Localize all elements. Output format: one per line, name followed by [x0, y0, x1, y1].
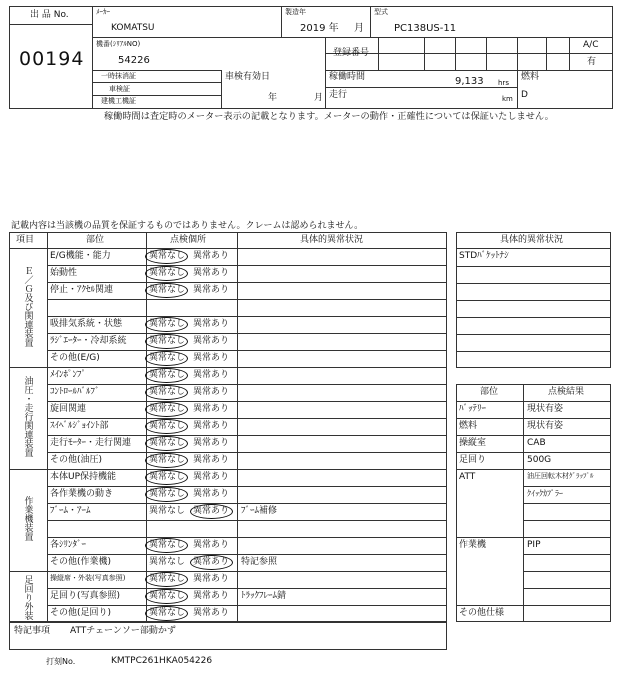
divider — [47, 588, 447, 589]
divider — [47, 554, 447, 555]
row-detail: ﾌﾞｰﾑ補修 — [241, 506, 278, 516]
hrs-unit: hrs — [498, 79, 509, 87]
circle-mark-ok — [145, 589, 188, 604]
check-ok: 異常なし — [149, 472, 186, 482]
check-ng: 異常あり — [193, 506, 230, 516]
right-bottom-part: 作業機 — [459, 540, 487, 550]
divider — [456, 334, 611, 335]
circle-mark-ng — [190, 504, 233, 519]
inspect-year-unit: 年 — [268, 93, 278, 103]
right-bottom-col-part: 部位 — [480, 387, 499, 397]
divider — [523, 418, 611, 419]
divider — [456, 418, 523, 419]
divider — [47, 435, 447, 436]
check-ok: 異常なし — [149, 251, 186, 261]
divider — [486, 37, 487, 70]
ac-value: 有 — [587, 57, 597, 67]
divider — [47, 520, 447, 521]
month-unit: 月 — [354, 23, 364, 34]
run-label: 走行 — [329, 90, 348, 100]
divider — [92, 37, 613, 38]
year-value: 2019 年 — [300, 23, 339, 34]
row-part: ﾌﾞｰﾑ・ｱｰﾑ — [50, 506, 91, 516]
divider — [424, 37, 425, 70]
divider — [47, 401, 447, 402]
divider — [456, 283, 611, 284]
right-bottom-part: ﾊﾞｯﾃﾘｰ — [459, 404, 487, 414]
right-bottom-part: ATT — [459, 472, 476, 482]
divider — [569, 53, 613, 54]
check-ok: 異常なし — [149, 506, 186, 516]
row-part: ｽｲﾍﾞﾙｼﾞｮｲﾝﾄ部 — [50, 421, 109, 431]
circle-mark-ok — [145, 351, 188, 366]
check-ok: 異常なし — [149, 404, 186, 414]
check-ok: 異常なし — [149, 370, 186, 380]
divider — [523, 469, 611, 470]
divider — [92, 95, 221, 96]
check-ng: 異常あり — [193, 336, 230, 346]
divider — [47, 282, 447, 283]
col-header-check: 点検個所 — [170, 235, 207, 245]
row-part: 吸排気系統・状態 — [50, 319, 123, 329]
check-ng: 異常あり — [193, 574, 230, 584]
circle-mark-ok — [145, 317, 188, 332]
divider — [455, 37, 456, 70]
divider — [523, 520, 611, 521]
divider — [47, 367, 447, 368]
ac-label: A/C — [583, 40, 599, 50]
check-ng: 異常あり — [193, 421, 230, 431]
fuel-label: 燃料 — [521, 72, 540, 82]
check-ok: 異常なし — [149, 540, 186, 550]
circle-mark-ok — [145, 419, 188, 434]
divider — [237, 232, 238, 622]
divider — [9, 248, 447, 249]
right-top-title: 具体的異常状況 — [500, 235, 564, 245]
serial-label: 機番(ｼﾘｱﾙNO) — [96, 40, 141, 48]
divider — [523, 486, 611, 487]
right-bottom-result: 500G — [527, 455, 552, 465]
divider — [456, 537, 523, 538]
row-part: E/G機能・能力 — [50, 251, 111, 261]
check-ng: 異常あり — [193, 608, 230, 618]
group-label: 足回り外装 — [22, 575, 33, 620]
divider — [92, 70, 221, 71]
check-ok: 異常なし — [149, 353, 186, 363]
stamp-number: KMTPC261HKA054226 — [111, 656, 213, 666]
divider — [456, 605, 523, 606]
check-ng: 異常あり — [193, 251, 230, 261]
row-part: その他(E/G) — [50, 353, 100, 363]
check-ng: 異常あり — [193, 404, 230, 414]
hours-label: 稼働時間 — [329, 72, 366, 82]
row-part: ﾗｼﾞｴｰﾀｰ・冷却系統 — [50, 336, 127, 346]
check-ng: 異常あり — [193, 438, 230, 448]
cert-machine: 建機工機証 — [101, 97, 136, 105]
row-part: 各作業機の動き — [50, 489, 114, 499]
divider — [456, 248, 611, 249]
circle-mark-ok — [145, 436, 188, 451]
divider — [47, 232, 48, 622]
check-ok: 異常なし — [149, 489, 186, 499]
right-bottom-result: 油圧回転木材ｸﾞﾗｯﾌﾟﾙ — [527, 472, 594, 480]
divider — [456, 435, 523, 436]
right-bottom-part: 燃料 — [459, 421, 478, 431]
divider — [523, 537, 611, 538]
col-header-item: 項目 — [16, 235, 35, 245]
circle-mark-ok — [145, 453, 188, 468]
row-part: 停止・ｱｸｾﾙ関連 — [50, 285, 114, 295]
check-ng: 異常あり — [193, 591, 230, 601]
hours-note: 稼働時間は査定時のメーター表示の記載となります。メーターの動作・正確性については保証いたしません。 — [104, 111, 554, 122]
check-ok: 異常なし — [149, 421, 186, 431]
quality-note: 記載内容は当該機の品質を保証するものではありません。クレームは認められません。 — [11, 221, 364, 231]
check-ok: 異常なし — [149, 557, 186, 567]
check-ok: 異常なし — [149, 336, 186, 346]
divider — [47, 265, 447, 266]
divider — [546, 37, 547, 70]
divider — [47, 333, 447, 334]
check-ng: 異常あり — [193, 540, 230, 550]
row-part: 走行ﾓｰﾀｰ・走行関連 — [50, 438, 132, 448]
divider — [47, 469, 447, 470]
divider — [523, 401, 611, 402]
check-ng: 異常あり — [193, 455, 230, 465]
check-ng: 異常あり — [193, 489, 230, 499]
divider — [523, 554, 611, 555]
shuppin-label: 出 品 No. — [30, 10, 69, 20]
col-header-detail: 具体的異常状況 — [300, 235, 364, 245]
divider — [456, 351, 611, 352]
maker-value: KOMATSU — [111, 23, 155, 33]
circle-mark-ng — [190, 555, 233, 570]
divider — [456, 300, 611, 301]
row-part: その他(足回り) — [50, 608, 112, 618]
divider — [47, 299, 447, 300]
check-ok: 異常なし — [149, 319, 186, 329]
inspect-month-unit: 月 — [314, 93, 324, 103]
check-ng: 異常あり — [193, 370, 230, 380]
divider — [456, 469, 523, 470]
shuppin-number: 00194 — [19, 48, 85, 70]
row-part: その他(作業機) — [50, 557, 112, 567]
right-bottom-result: PIP — [527, 540, 541, 550]
row-detail: 特記参照 — [241, 557, 278, 567]
right-bottom-result: 現状有姿 — [527, 404, 564, 414]
right-bottom-part: 操縦室 — [459, 438, 487, 448]
model-value: PC138US-11 — [394, 23, 457, 34]
year-label: 製造年 — [285, 8, 306, 16]
circle-mark-ok — [145, 572, 188, 587]
check-ok: 異常なし — [149, 438, 186, 448]
row-part: 始動性 — [50, 268, 78, 278]
remarks-label: 特記事項 — [14, 626, 51, 636]
check-ok: 異常なし — [149, 268, 186, 278]
right-bottom-result: CAB — [527, 438, 546, 448]
divider — [9, 24, 93, 25]
check-ok: 異常なし — [149, 387, 186, 397]
maker-label: ﾒｰｶｰ — [96, 8, 110, 16]
row-part: 本体UP保持機能 — [50, 472, 117, 482]
group-label: 油圧・走行関連装置 — [22, 376, 33, 457]
circle-mark-ok — [145, 470, 188, 485]
divider — [523, 588, 611, 589]
divider — [47, 571, 447, 572]
check-ng: 異常あり — [193, 387, 230, 397]
divider — [47, 537, 447, 538]
divider — [456, 266, 611, 267]
group-label: Ｅ／Ｇ及び関連装置 — [22, 266, 33, 347]
divider — [325, 70, 613, 71]
check-ok: 異常なし — [149, 608, 186, 618]
col-header-part: 部位 — [86, 235, 105, 245]
divider — [523, 571, 611, 572]
row-part: 足回り(写真参照) — [50, 591, 121, 601]
divider — [456, 401, 523, 402]
row-part: 旋回関連 — [50, 404, 87, 414]
circle-mark-ok — [145, 249, 188, 264]
divider — [221, 70, 222, 109]
circle-mark-ok — [145, 368, 188, 383]
divider — [456, 317, 611, 318]
group-label: 作業機装置 — [22, 496, 33, 541]
inspect-label: 車検有効日 — [225, 72, 271, 82]
circle-mark-ok — [145, 487, 188, 502]
divider — [325, 37, 326, 109]
divider — [281, 6, 282, 37]
right-bottom-part: 足回り — [459, 455, 487, 465]
right-bottom-col-result: 点検結果 — [548, 387, 585, 397]
row-part: ｺﾝﾄﾛｰﾙﾊﾞﾙﾌﾞ — [50, 387, 100, 397]
divider — [47, 503, 447, 504]
circle-mark-ok — [145, 606, 188, 621]
divider — [569, 37, 570, 70]
check-ng: 異常あり — [193, 557, 230, 567]
divider — [523, 452, 611, 453]
row-part: 各ｼﾘﾝﾀﾞｰ — [50, 540, 87, 550]
cert-vehicle: 車検証 — [109, 85, 130, 93]
row-detail: ﾄﾗｯｸﾌﾚｰﾑ錆 — [241, 591, 287, 601]
circle-mark-ok — [145, 402, 188, 417]
divider — [370, 6, 371, 37]
circle-mark-ok — [145, 283, 188, 298]
divider — [47, 418, 447, 419]
check-ng: 異常あり — [193, 268, 230, 278]
divider — [523, 605, 611, 606]
right-bottom-part: その他仕様 — [459, 608, 505, 618]
check-ok: 異常なし — [149, 574, 186, 584]
hours-value: 9,133 — [455, 76, 484, 87]
check-ng: 異常あり — [193, 319, 230, 329]
divider — [523, 503, 611, 504]
circle-mark-ok — [145, 385, 188, 400]
check-ok: 異常なし — [149, 455, 186, 465]
divider — [92, 82, 221, 83]
divider — [47, 605, 447, 606]
right-bottom-result: 現状有姿 — [527, 421, 564, 431]
km-unit: km — [502, 95, 513, 103]
divider — [92, 6, 93, 109]
divider — [325, 87, 517, 88]
divider — [47, 486, 447, 487]
divider — [456, 452, 523, 453]
right-top-row: STDﾊﾞｹｯﾄﾅｼ — [459, 251, 509, 261]
divider — [47, 316, 447, 317]
stamp-label: 打刻No. — [46, 657, 76, 666]
remarks-text: ATTチェーンソー部動かず — [70, 626, 176, 636]
fuel-value: D — [521, 90, 528, 100]
reg-label: 登録番号 — [333, 48, 370, 58]
cert-temp-cancel: 一時抹消証 — [101, 72, 136, 80]
divider — [378, 37, 379, 70]
divider — [47, 350, 447, 351]
row-part: その他(油圧) — [50, 455, 103, 465]
divider — [517, 37, 518, 109]
check-ng: 異常あり — [193, 472, 230, 482]
divider — [47, 452, 447, 453]
check-ng: 異常あり — [193, 285, 230, 295]
model-label: 型式 — [374, 8, 388, 16]
check-ng: 異常あり — [193, 353, 230, 363]
circle-mark-ok — [145, 266, 188, 281]
serial-value: 54226 — [118, 55, 150, 66]
check-ok: 異常なし — [149, 591, 186, 601]
check-ok: 異常なし — [149, 285, 186, 295]
circle-mark-ok — [145, 538, 188, 553]
divider — [47, 384, 447, 385]
row-part: ﾒｲﾝﾎﾟﾝﾌﾟ — [50, 370, 87, 380]
divider — [523, 435, 611, 436]
row-part: 操縦席・外装(写真参照) — [50, 574, 126, 582]
right-bottom-result: ｸｲｯｸｶﾌﾟﾗｰ — [527, 489, 563, 498]
circle-mark-ok — [145, 334, 188, 349]
